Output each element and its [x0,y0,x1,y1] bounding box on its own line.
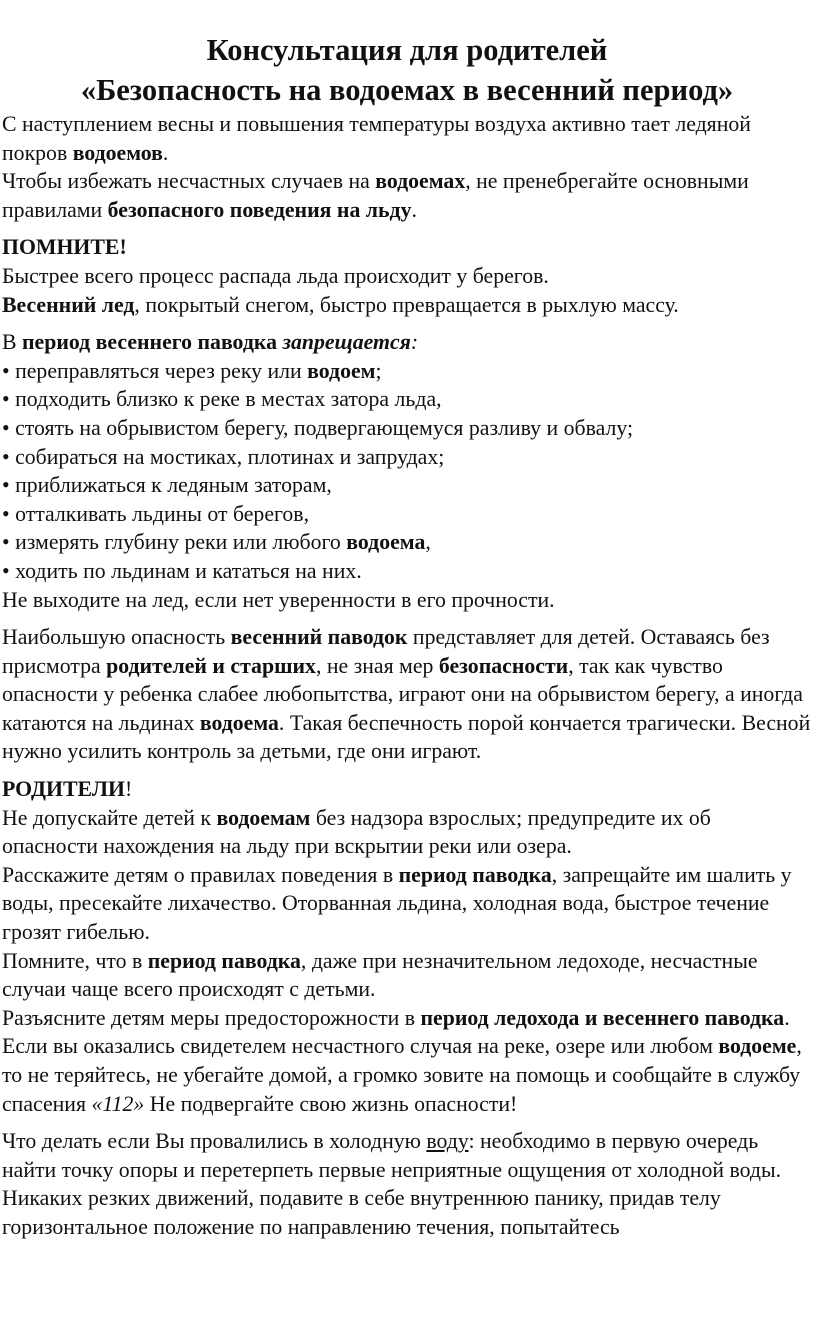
parents-paragraph-3 [2,947,812,1004]
parents-text: , даже при незначительном ледоходе, несчастные случаи чаще всего происходят с детьми. [2,948,758,1002]
parents-text: Не подвергайте свою жизнь опасности! [144,1091,518,1116]
parents-keyword: период ледохода и весеннего паводка [420,1005,785,1030]
list-item [2,357,812,386]
list-item-text: • ходить по льдинам и кататься на них. [2,558,362,583]
intro-text: , не пренебрегайте основными правилами [2,169,749,222]
parents-keyword: период паводка [398,862,552,887]
parents-paragraph-4 [2,1004,812,1118]
list-item [2,414,812,443]
parents-heading-text: РОДИТЕЛИ [2,777,125,802]
document-title [2,30,812,110]
remember-keyword: Весенний лед [2,292,135,317]
list-item-keyword: водоем [307,358,376,383]
parents-paragraph-2 [2,861,812,947]
list-item [2,385,812,414]
title-line-2: «Безопасность на водоемах в весенний период» [80,73,734,107]
rescue-phone-number: «112» [91,1091,145,1116]
intro-text: . [411,197,417,222]
parents-keyword: период паводка [147,948,301,973]
list-item-text: , [425,530,431,555]
remember-line-1: Быстрее всего процесс распада льда происходит у берегов. [2,263,549,288]
remember-heading: ПОМНИТЕ! [2,235,127,260]
intro-keyword: водоемах [375,169,466,194]
list-item-keyword: водоема [346,530,426,555]
parents-text: без надзора взрослых; предупредите их об опасности нахождения на льду при вскрытии реки или озера. [2,805,711,859]
list-item-text: • подходить близко к реке в местах затора льда, [2,387,442,412]
intro-keyword: безопасного поведения на льду [107,197,412,222]
danger-text: , не зная мер [315,653,439,678]
parents-heading [2,775,812,804]
danger-keyword: водоема [199,710,279,735]
intro-paragraph-2 [2,167,812,224]
list-item-text: • переправляться через реку или [2,358,308,383]
list-item-text: • отталкивать льдины от берегов, [2,501,310,526]
danger-text: . Такая беспечность порой кончается трагически. Весной нужно усилить контроль за детьми, где они играют. [2,710,811,764]
list-item-text: • стоять на обрывистом берегу, подвергающемуся разливу и обвалу; [2,415,634,440]
intro-text: . [162,140,169,165]
parents-keyword: водоеме [718,1034,797,1059]
fall-text: Что делать если Вы провалились в холодную [2,1129,427,1154]
danger-paragraph [2,623,812,766]
danger-keyword: безопасности [438,653,569,678]
parents-text: Разъясните детям меры предосторожности в [2,1005,421,1030]
parents-paragraph-1 [2,804,812,861]
list-item [2,528,812,557]
fall-paragraph-2: Никаких резких движений, подавите в себе внутреннюю панику, придав телу горизонтальное положение по направлению течения, попытайтесь [2,1186,721,1239]
parents-text: . Если вы оказались свидетелем несчастного случая на реке, озере или любом [2,1005,790,1059]
intro-text: Чтобы избежать несчастных случаев на [2,169,376,194]
list-item [2,471,812,500]
parents-text: Не допускайте детей к [2,805,217,830]
danger-keyword: весенний паводок [230,625,408,650]
parents-text: , запрещайте им шалить у воды, пресекайте лихачество. Оторванная льдина, холодная вода, быстрое течение грозят гибелью. [2,862,792,945]
fall-text: : необходимо в первую очередь найти точку опоры и перетерпеть первые неприятные ощущения от холодной воды. [2,1129,782,1182]
danger-text: Наибольшую опасность [2,625,231,650]
danger-text: представляет для детей. Оставаясь без присмотра [2,625,770,678]
list-item-text: ; [375,358,382,383]
danger-text: , так как чувство опасности у ребенка слабее любопытства, играют они на обрывистом берегу, а иногда катаются на льдинах [2,653,803,735]
title-line-1: Консультация для родителей [206,33,608,67]
fall-paragraph-1 [2,1127,812,1184]
list-item [2,443,812,472]
list-item-text: • приближаться к ледяным заторам, [2,473,332,498]
intro-keyword: водоемов [72,140,163,165]
intro-text: С наступлением весны и повышения температуры воздуха активно тает ледяной покров [2,112,751,165]
forbidden-lead [2,328,812,357]
intro-paragraph-1 [2,110,812,167]
parents-text: , то не теряйтесь, не убегайте домой, а громко зовите на помощь и сообщайте в службу спасения [2,1034,802,1116]
forbidden-lead-text: В [2,330,22,355]
forbidden-lead-keyword: период весеннего паводка [22,330,277,355]
danger-keyword: родителей и старших [106,653,316,678]
list-item [2,557,812,586]
parents-text: Помните, что в [2,948,148,973]
parents-heading-tail: ! [125,777,133,802]
forbidden-lead-text: : [410,330,419,355]
fall-underlined-word: воду [426,1129,469,1154]
list-item-text: • собираться на мостиках, плотинах и запрудах; [2,444,445,469]
remember-line-2 [2,291,812,320]
parents-keyword: водоемам [216,805,311,830]
remember-text: , покрытый снегом, быстро превращается в рыхлую массу. [134,292,679,317]
parents-text: Расскажите детям о правилах поведения в [2,862,399,887]
forbidden-closing: Не выходите на лед, если нет уверенности в его прочности. [2,587,555,612]
forbidden-list [2,357,812,586]
forbidden-lead-emphasis: запрещается [282,330,411,355]
list-item [2,500,812,529]
list-item-text: • измерять глубину реки или любого [2,530,347,555]
